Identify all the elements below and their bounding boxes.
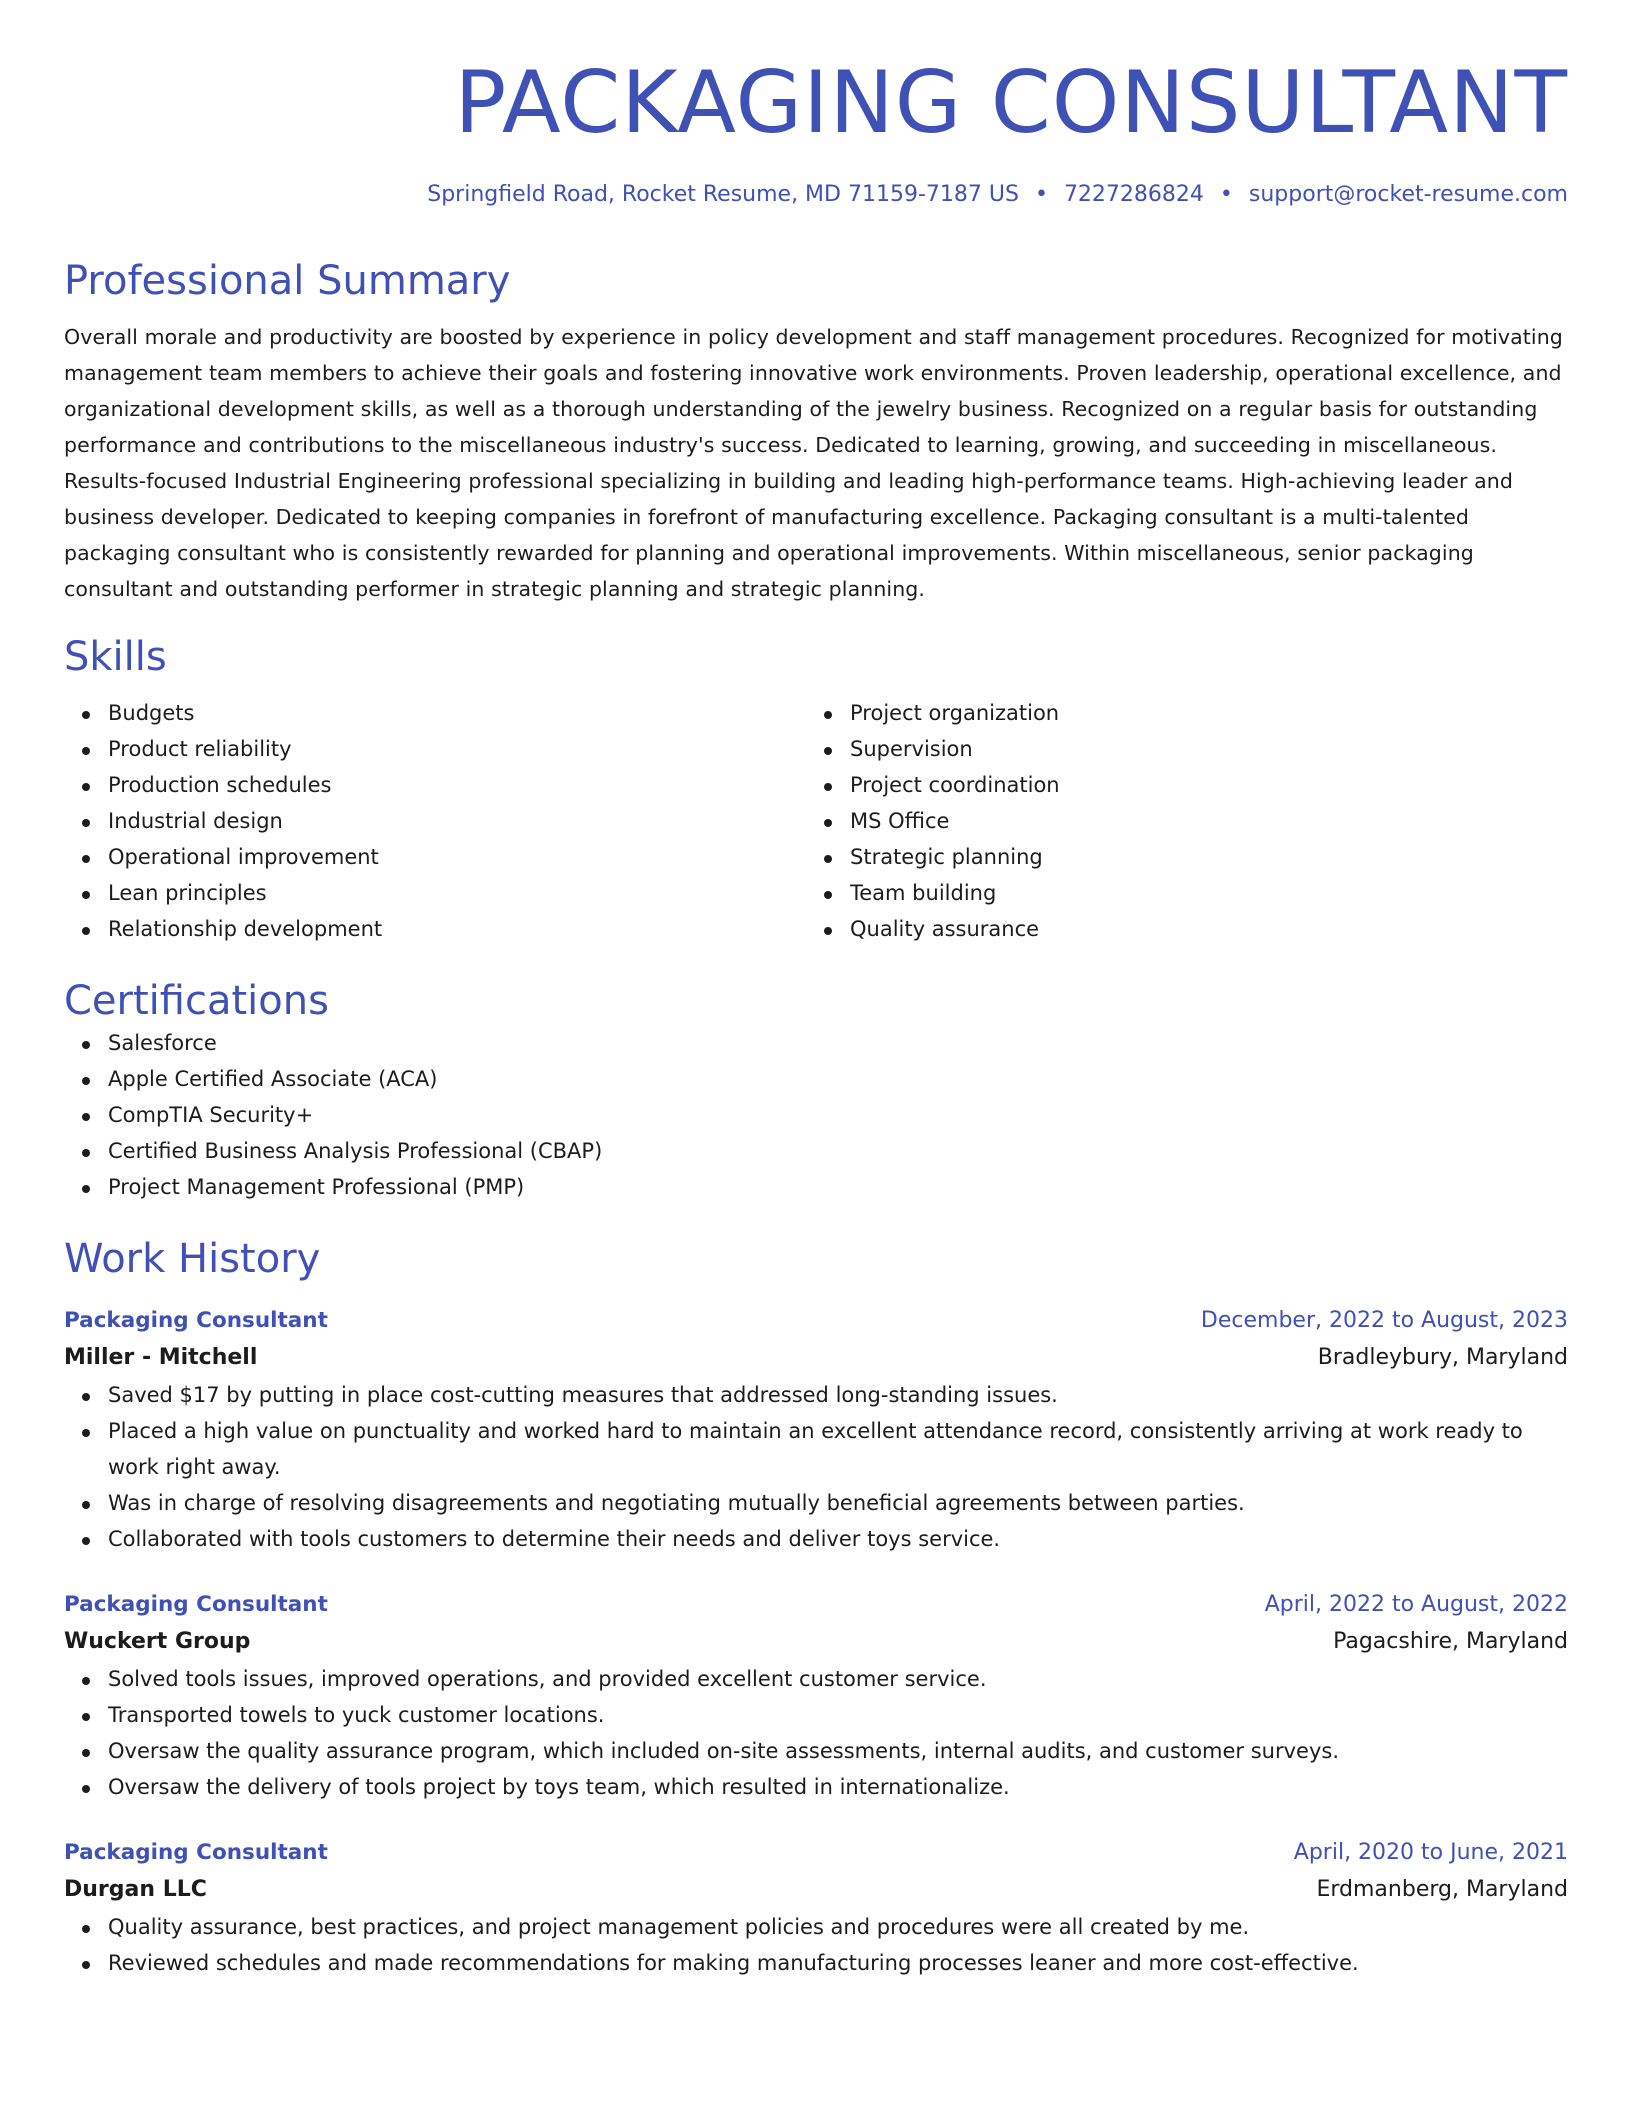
job-duty-item: Solved tools issues, improved operations, and provided excellent customer service. xyxy=(108,1661,1568,1697)
skills-list-right xyxy=(806,695,1548,947)
contact-phone: 7227286824 xyxy=(1063,182,1204,207)
skill-item: Project coordination xyxy=(850,767,1548,803)
skill-item: Project organization xyxy=(850,695,1548,731)
skill-item: MS Office xyxy=(850,803,1548,839)
contact-separator: • xyxy=(1219,182,1233,207)
skill-item: Budgets xyxy=(108,695,806,731)
job-dates: December, 2022 to August, 2023 xyxy=(1200,1308,1568,1333)
skill-item: Team building xyxy=(850,875,1548,911)
job-duty-item: Reviewed schedules and made recommendations for making manufacturing processes leaner and more cost-effective. xyxy=(108,1945,1568,1981)
certification-item: Apple Certified Associate (ACA) xyxy=(108,1061,1568,1097)
contact-address: Springfield Road, Rocket Resume, MD 71159-7187 US xyxy=(427,182,1019,207)
skills-column-left xyxy=(64,695,806,947)
skill-item: Supervision xyxy=(850,731,1548,767)
job-entry xyxy=(64,1835,1568,1981)
skills-grid xyxy=(64,695,1568,947)
skill-item: Product reliability xyxy=(108,731,806,767)
job-entry xyxy=(64,1587,1568,1805)
skills-heading: Skills xyxy=(64,634,167,680)
skill-item: Lean principles xyxy=(108,875,806,911)
certifications-list xyxy=(64,1025,1568,1205)
job-entry xyxy=(64,1303,1568,1557)
skill-item: Industrial design xyxy=(108,803,806,839)
job-duty-item: Collaborated with tools customers to determine their needs and deliver toys service. xyxy=(108,1521,1568,1557)
contact-email: support@rocket-resume.com xyxy=(1248,182,1568,207)
job-company: Miller - Mitchell xyxy=(64,1345,258,1370)
skill-item: Relationship development xyxy=(108,911,806,947)
certification-item: Salesforce xyxy=(108,1025,1568,1061)
skills-column-right xyxy=(806,695,1548,947)
job-location: Erdmanberg, Maryland xyxy=(1316,1877,1568,1902)
summary-heading: Professional Summary xyxy=(64,258,511,304)
job-dates: April, 2020 to June, 2021 xyxy=(1293,1840,1568,1865)
skill-item: Strategic planning xyxy=(850,839,1548,875)
job-company: Wuckert Group xyxy=(64,1629,251,1654)
job-duty-item: Transported towels to yuck customer locations. xyxy=(108,1697,1568,1733)
job-duty-item: Quality assurance, best practices, and project management policies and procedures were all created by me. xyxy=(108,1909,1568,1945)
job-title: Packaging Consultant xyxy=(64,1840,328,1865)
skill-item: Production schedules xyxy=(108,767,806,803)
skill-item: Quality assurance xyxy=(850,911,1548,947)
resume-name: PACKAGING CONSULTANT xyxy=(454,53,1568,153)
job-dates: April, 2022 to August, 2022 xyxy=(1264,1592,1568,1617)
work-history-heading: Work History xyxy=(64,1236,321,1282)
certification-item: CompTIA Security+ xyxy=(108,1097,1568,1133)
job-duties-list xyxy=(64,1377,1568,1557)
job-duty-item: Saved $17 by putting in place cost-cutting measures that addressed long-standing issues. xyxy=(108,1377,1568,1413)
job-duties-list xyxy=(64,1909,1568,1981)
certifications-heading: Certifications xyxy=(64,978,329,1024)
resume-page xyxy=(64,0,1568,2112)
certification-item: Project Management Professional (PMP) xyxy=(108,1169,1568,1205)
job-location: Pagacshire, Maryland xyxy=(1333,1629,1568,1654)
job-duties-list xyxy=(64,1661,1568,1805)
job-title: Packaging Consultant xyxy=(64,1592,328,1617)
contact-line xyxy=(64,179,1568,211)
job-duty-item: Was in charge of resolving disagreements and negotiating mutually beneficial agreements between parties. xyxy=(108,1485,1568,1521)
job-title: Packaging Consultant xyxy=(64,1308,328,1333)
job-duty-item: Oversaw the quality assurance program, which included on-site assessments, internal audits, and customer surveys. xyxy=(108,1733,1568,1769)
certification-item: Certified Business Analysis Professional (CBAP) xyxy=(108,1133,1568,1169)
contact-separator: • xyxy=(1034,182,1048,207)
skill-item: Operational improvement xyxy=(108,839,806,875)
skills-list-left xyxy=(64,695,806,947)
job-duty-item: Oversaw the delivery of tools project by toys team, which resulted in internationalize. xyxy=(108,1769,1568,1805)
job-duty-item: Placed a high value on punctuality and worked hard to maintain an excellent attendance record, consistently arriving at work ready to work right away. xyxy=(108,1413,1568,1485)
job-location: Bradleybury, Maryland xyxy=(1317,1345,1568,1370)
job-company: Durgan LLC xyxy=(64,1877,207,1902)
summary-text: Overall morale and productivity are boosted by experience in policy development and staff management procedures. Recognized for motivating management team members to achieve their goals and fostering innovative work environments. Proven leadership, operational excellence, and organizational development skills, as well as a thorough understanding of the jewelry business. Recognized on a regular basis for outstanding performance and contributions to the miscellaneous industry's success. Dedicated to learning, growing, and succeeding in miscellaneous. Results-focused Industrial Engineering professional specializing in building and leading high-performance teams. High-achieving leader and business developer. Dedicated to keeping companies in forefront of manufacturing excellence. Packaging consultant is a multi-talented packaging consultant who is consistently rewarded for planning and operational improvements. Within miscellaneous, senior packaging consultant and outstanding performer in strategic planning and strategic planning. xyxy=(64,325,1563,601)
